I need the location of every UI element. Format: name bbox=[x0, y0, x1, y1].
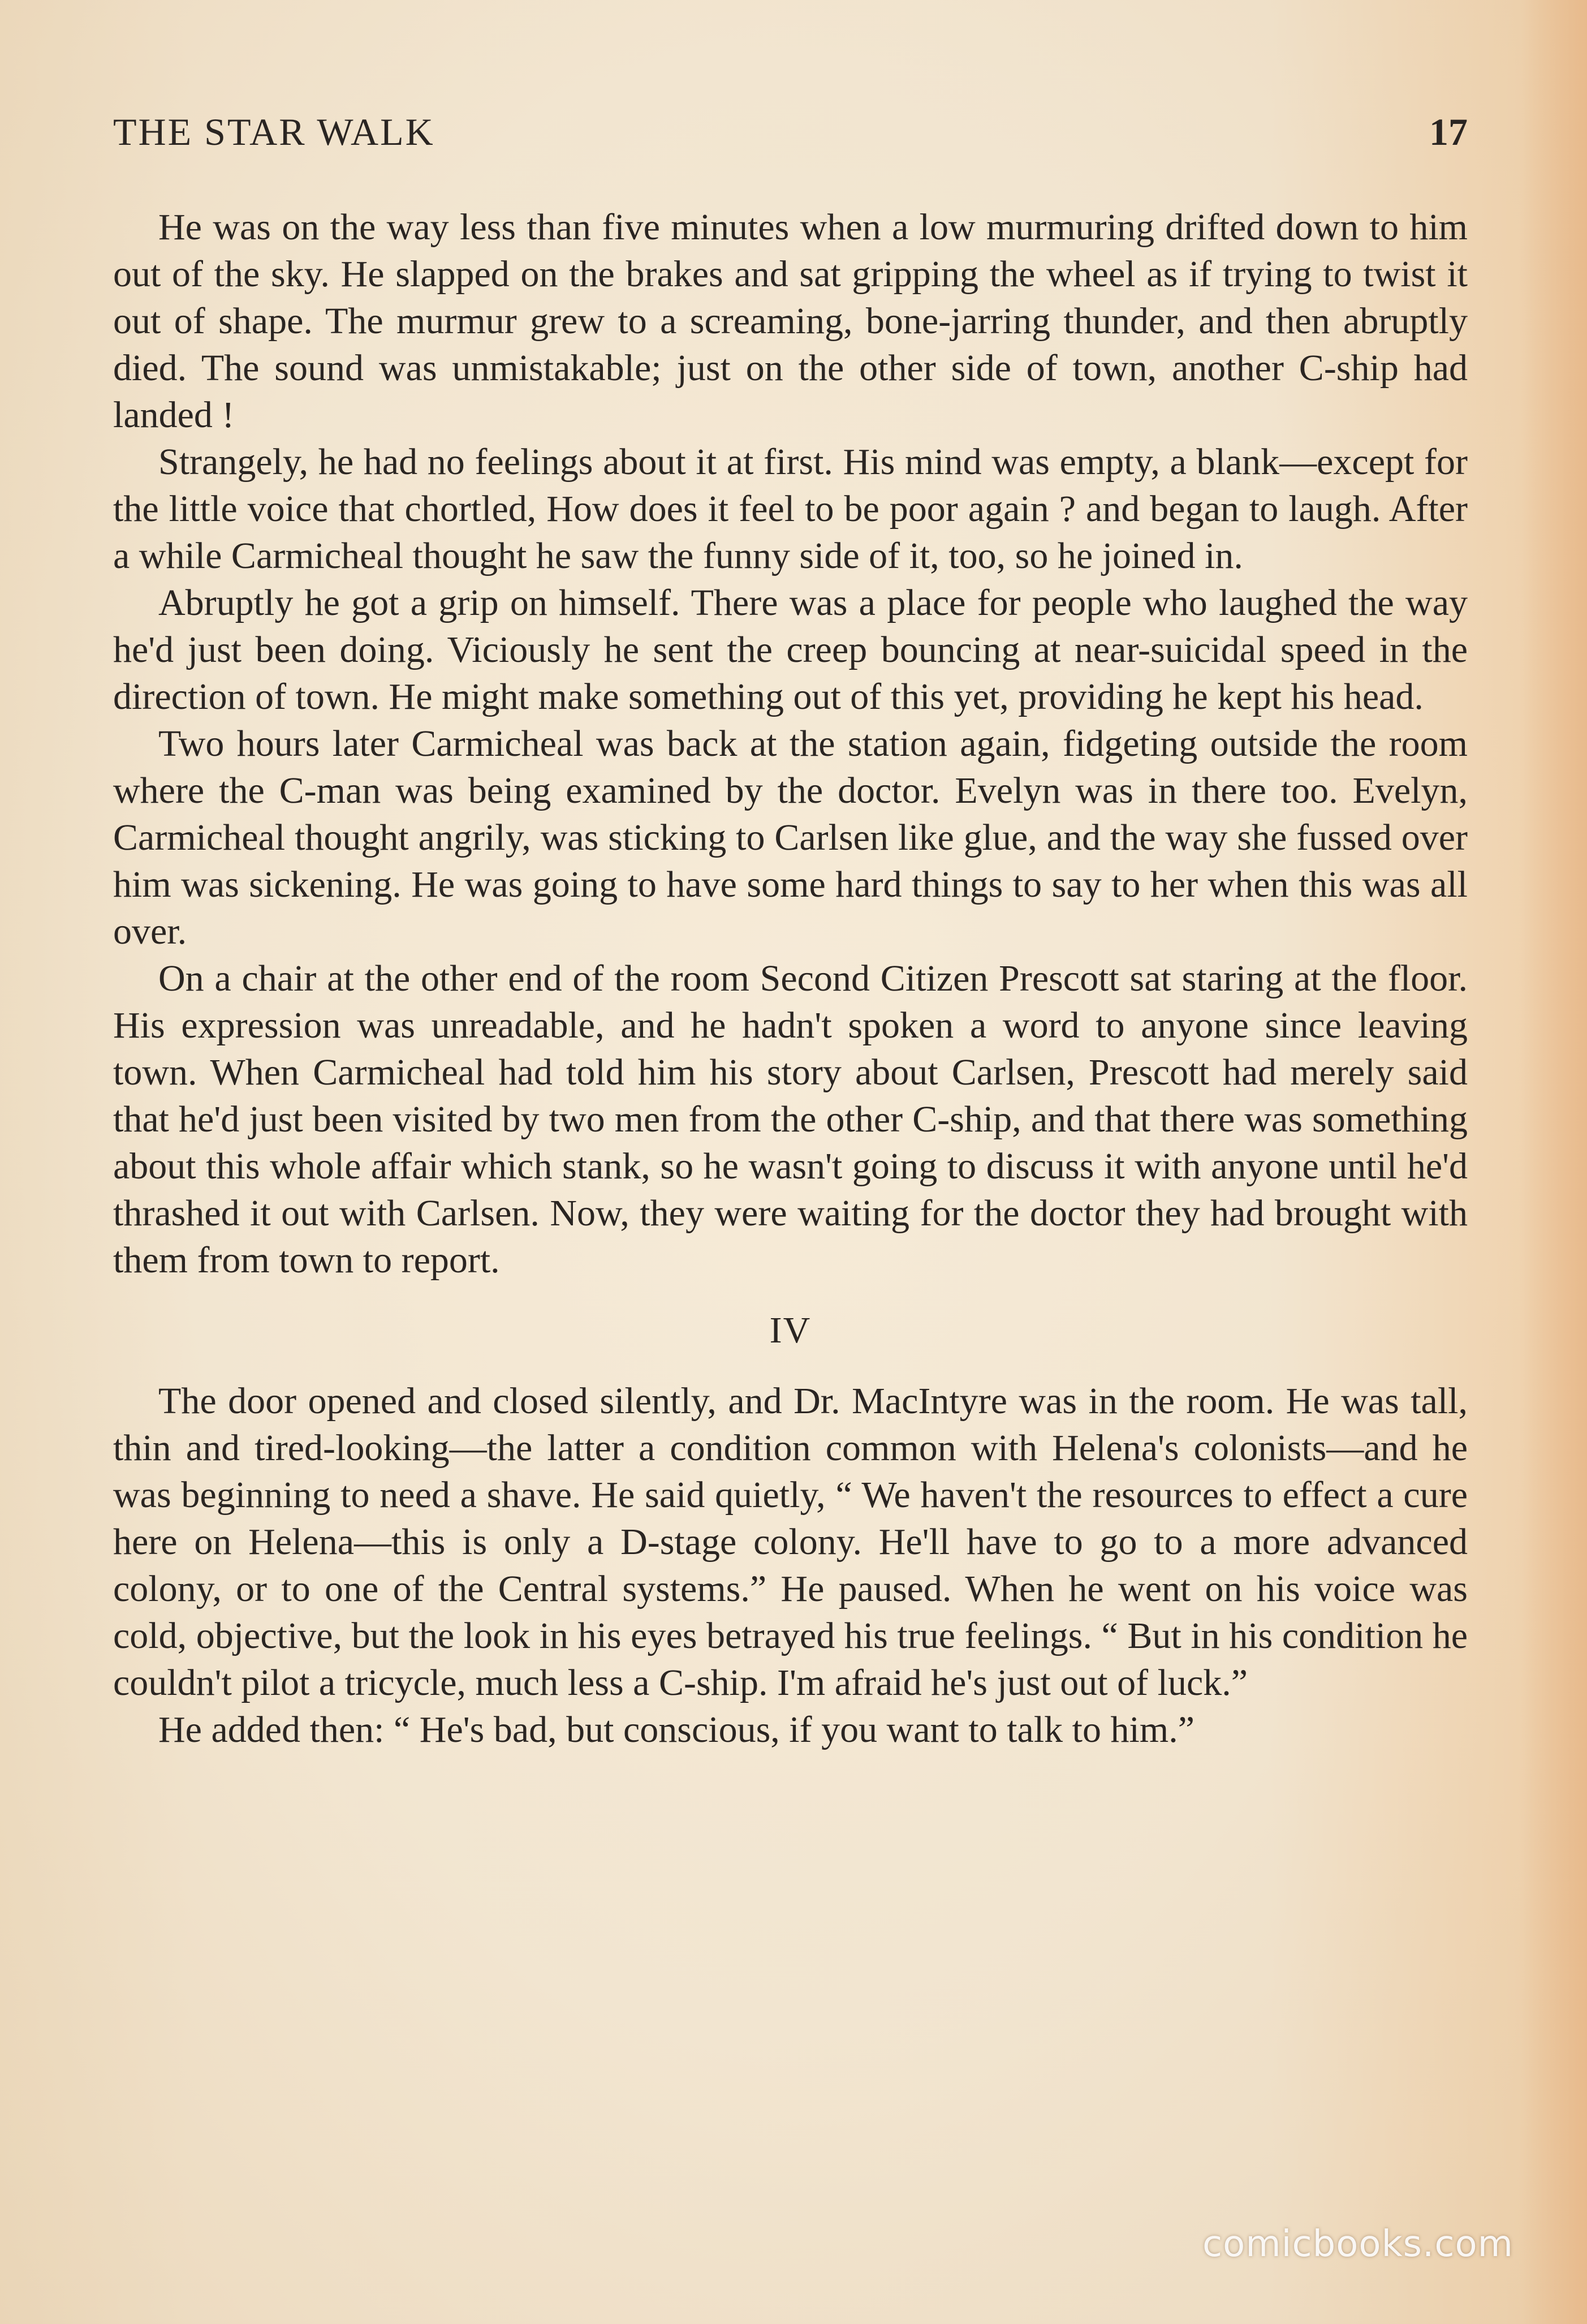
page-header bbox=[113, 106, 1468, 157]
chapter-heading: IV bbox=[769, 1310, 812, 1351]
page-edge-shading bbox=[1519, 0, 1587, 2324]
paragraph: The door opened and closed silently, and Dr. MacIntyre was in the room. He was tall, thin and tired-looking—the latter a condition common with Helena's colonists—and he was beginning to need a shave. He said quietly, “ We haven't the resources to effect a cure here on Helena—this is only a D-stage colony. He'll have to go to a more advanced colony, or to one of the Central systems.” He paused. When he went on his voice was cold, objective, but the look in his eyes betrayed his true feelings. “ But in his condition he couldn't pilot a tricycle, much less a C-ship. I'm afraid he's just out of luck.” bbox=[113, 1380, 1468, 1703]
paragraph: On a chair at the other end of the room Second Citizen Prescott sat staring at the floor. His expression was unreadable, and he hadn't spoken a word to anyone since leaving town. When Carmicheal had told him his story about Carlsen, Prescott had merely said that he'd just been visited by two men from the other C-ship, and that there was something about this whole affair which stank, so he wasn't going to discuss it with anyone until he'd thrashed it out with Carlsen. Now, they were waiting for the doctor they had brought with them from town to report. bbox=[113, 958, 1468, 1281]
paragraph: Two hours later Carmicheal was back at the station again, fidgeting outside the room where the C-man was being examined by the doctor. Evelyn was in there too. Evelyn, Carmicheal thought angrily, was sticking to Carlsen like glue, and the way she fussed over him was sickening. He was going to have some hard things to say to her when this was all over. bbox=[113, 723, 1468, 952]
body-text bbox=[113, 204, 1468, 1753]
paragraph: He added then: “ He's bad, but conscious, if you want to talk to him.” bbox=[158, 1709, 1194, 1750]
paragraph: Strangely, he had no feelings about it at first. His mind was empty, a blank—except for the little voice that chortled, How does it feel to be poor again ? and began to laugh. After a while Carmicheal thought he saw the funny side of it, too, so he joined in. bbox=[113, 441, 1468, 576]
page-number: 17 bbox=[1429, 110, 1468, 153]
watermark: comicbooks.com bbox=[1202, 2223, 1513, 2265]
running-title: THE STAR WALK bbox=[113, 110, 435, 153]
paragraph: Abruptly he got a grip on himself. There was a place for people who laughed the way he'd just been doing. Viciously he sent the creep bouncing at near-suicidal speed in the direction of town. He might make something out of this yet, providing he kept his head. bbox=[113, 582, 1468, 717]
paragraph: He was on the way less than five minutes when a low murmuring drifted down to him out of the sky. He slapped on the brakes and sat gripping the wheel as if trying to twist it out of shape. The murmur grew to a screaming, bone-jarring thunder, and then abruptly died. The sound was unmistakable; just on the other side of town, another C-ship had landed ! bbox=[113, 206, 1468, 436]
